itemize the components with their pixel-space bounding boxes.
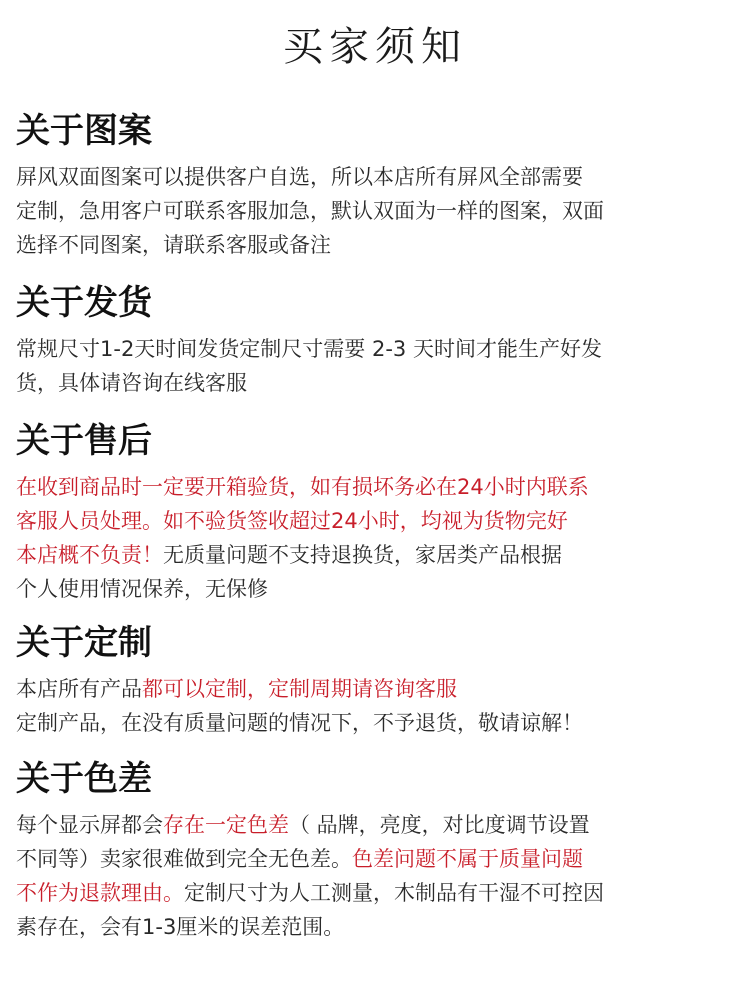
paragraph-line	[16, 672, 736, 706]
paragraph-line	[16, 706, 736, 740]
paragraph-line	[16, 228, 736, 262]
text-run: 素存在，会有1-3厘米的误差范围。	[16, 915, 345, 939]
section-customization	[16, 620, 736, 740]
page-title: 买家须知	[283, 24, 467, 70]
section-heading: 关于色差	[16, 759, 152, 799]
paragraph-line	[16, 504, 736, 538]
section-color-difference	[16, 756, 736, 944]
section-heading: 关于图案	[16, 111, 152, 151]
paragraph-line	[16, 194, 736, 228]
text-run: 定制尺寸为人工测量，木制品有干湿不可控因	[184, 881, 604, 905]
paragraph-line	[16, 332, 736, 366]
paragraph-line	[16, 910, 736, 944]
section-body	[16, 672, 736, 740]
section-body	[16, 470, 736, 606]
text-run: 选择不同图案，请联系客服或备注	[16, 233, 331, 257]
paragraph-line	[16, 160, 736, 194]
text-run: （ 品牌，亮度，对比度调节设置	[289, 813, 590, 837]
paragraph-line	[16, 842, 736, 876]
section-shipping	[16, 280, 736, 400]
text-run: 屏风双面图案可以提供客户自选，所以本店所有屏风全部需要	[16, 165, 583, 189]
section-after-sales	[16, 418, 736, 606]
section-heading: 关于定制	[16, 623, 152, 663]
section-body	[16, 160, 736, 262]
highlight-text: 存在一定色差	[163, 813, 289, 837]
text-run: 货，具体请咨询在线客服	[16, 371, 247, 395]
paragraph-line	[16, 572, 736, 606]
text-run: 不同等）卖家很难做到完全无色差。	[16, 847, 352, 871]
highlight-text: 客服人员处理。如不验货签收超过24小时，均视为货物完好	[16, 509, 568, 533]
highlight-text: 在收到商品时一定要开箱验货，如有损坏务必在24小时内联系	[16, 475, 589, 499]
text-run: 个人使用情况保养，无保修	[16, 577, 268, 601]
highlight-text: 不作为退款理由。	[16, 881, 184, 905]
paragraph-line	[16, 876, 736, 910]
paragraph-line	[16, 470, 736, 504]
highlight-text: 都可以定制，定制周期请咨询客服	[142, 677, 457, 701]
section-heading: 关于售后	[16, 421, 152, 461]
section-body	[16, 808, 736, 944]
paragraph-line	[16, 808, 736, 842]
section-pattern	[16, 108, 736, 262]
text-run: 无质量问题不支持退换货，家居类产品根据	[163, 543, 562, 567]
paragraph-line	[16, 366, 736, 400]
section-heading: 关于发货	[16, 283, 152, 323]
highlight-text: 色差问题不属于质量问题	[352, 847, 583, 871]
highlight-text: 本店概不负责！	[16, 543, 163, 567]
text-run: 每个显示屏都会	[16, 813, 163, 837]
text-run: 定制，急用客户可联系客服加急，默认双面为一样的图案，双面	[16, 199, 604, 223]
text-run: 定制产品，在没有质量问题的情况下，不予退货，敬请谅解！	[16, 711, 583, 735]
paragraph-line	[16, 538, 736, 572]
text-run: 本店所有产品	[16, 677, 142, 701]
text-run: 常规尺寸1-2天时间发货定制尺寸需要 2-3 天时间才能生产好发	[16, 337, 602, 361]
section-body	[16, 332, 736, 400]
